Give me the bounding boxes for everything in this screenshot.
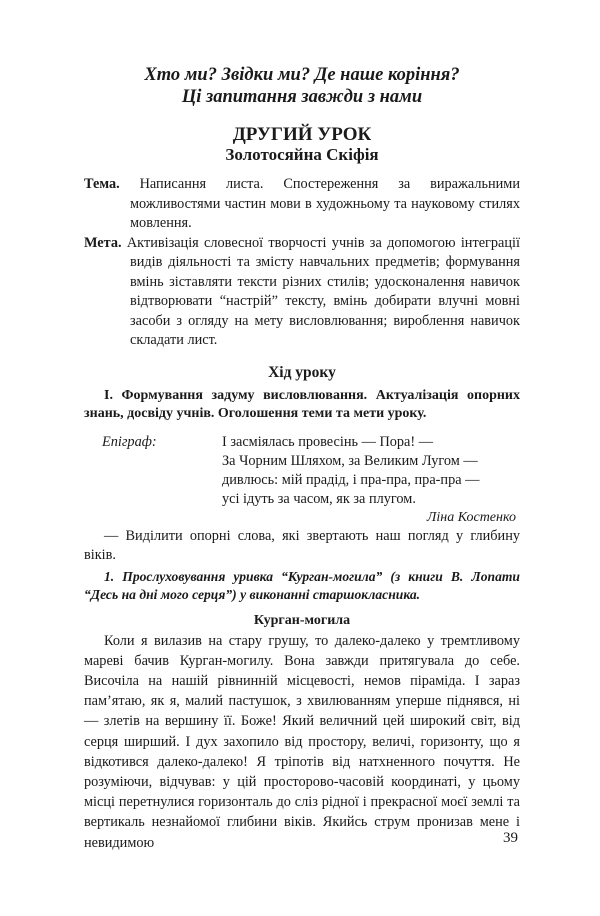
chapter-title-line-2: Ці запитання завжди з нами (181, 87, 423, 107)
epigraph-line: І засміялась провесінь — Пора! — (222, 433, 434, 450)
epigraph-verse (222, 433, 479, 509)
page-number: 39 (503, 830, 518, 846)
goal-block (84, 234, 520, 351)
epigraph-label: Епіграф: (102, 433, 157, 450)
excerpt-title: Курган-могила (253, 612, 351, 628)
chapter-title (84, 64, 520, 108)
excerpt-text: Коли я вилазив на стару грушу, то далеко-далеко у тремтливому мареві бачив Курган-могилу. Вона завжди притягувала до себе. Височіла на нашій рівнинній місцевості, немов піраміда. І зараз пам’ятаю, як я, малий пастушок, з хвилюванням уперше піднявся, ні — злетів на вершину її. Боже! Який величний цей широкий світ, від серця ширший. І дух захопило від простору, величі, горизонту, що я відкотився далеко-далеко! Я тріпотів від натхненного почуття. Не розуміючи, відчував: у цій просторово-часовій координаті, у цьому місці перетнулися горизонталь до сліз рідної і прекрасної моєї землі та вертикаль незнайомої глибини віків. Якийсь струм пронизав мене і невидимою (84, 632, 520, 851)
epigraph-line: усі ідуть за часом, як за плугом. (222, 490, 416, 507)
lesson-part-1: І. Формування задуму висловлювання. Актуалізація опорних знань, досвіду учнів. Оголошення теми та мети уроку. (84, 387, 520, 421)
lesson-heading: ДРУГИЙ УРОК (232, 124, 372, 145)
lesson-body (84, 175, 520, 853)
topic-text: Написання листа. Спостереження за виражальними можливостями частин мови в художньому та науковому стилях мовлення. (130, 176, 520, 231)
goal-text: Активізація словесної творчості учнів за допомогою інтеграції видів діяльності та змісту навчальних предметів; формування вмінь зіставляти тексти різних стилів; удосконалення навичок відтворювати “настрій” тексту, вмінь добирати влучні мовні засоби з огляду на мету висловлювання; вироблення навичок складати лист. (126, 234, 520, 348)
topic-label: Тема. (84, 176, 120, 192)
goal-label: Мета. (84, 234, 122, 251)
listening-task: 1. Прослуховування уривка “Курган-могила” (з книги В. Лопати “Десь на дні мого серця”) у виконанні старшокласника. (84, 568, 520, 602)
lesson-subtitle: Золотосяйна Скіфія (225, 145, 379, 164)
epigraph-line: дивлюсь: мій прадід, і пра-пра, пра-пра — (222, 471, 480, 488)
epigraph-line: За Чорним Шляхом, за Великим Лугом — (222, 452, 478, 469)
instruction-text: — Виділити опорні слова, які звертають наш погляд у глибину віків. (84, 527, 520, 563)
lesson-course-title: Хід уроку (268, 363, 336, 381)
topic-block (84, 175, 520, 234)
book-page (0, 64, 600, 916)
epigraph (84, 433, 520, 509)
chapter-title-line-1: Хто ми? Звідки ми? Де наше коріння? (144, 65, 460, 85)
epigraph-author: Ліна Костенко (426, 509, 516, 525)
